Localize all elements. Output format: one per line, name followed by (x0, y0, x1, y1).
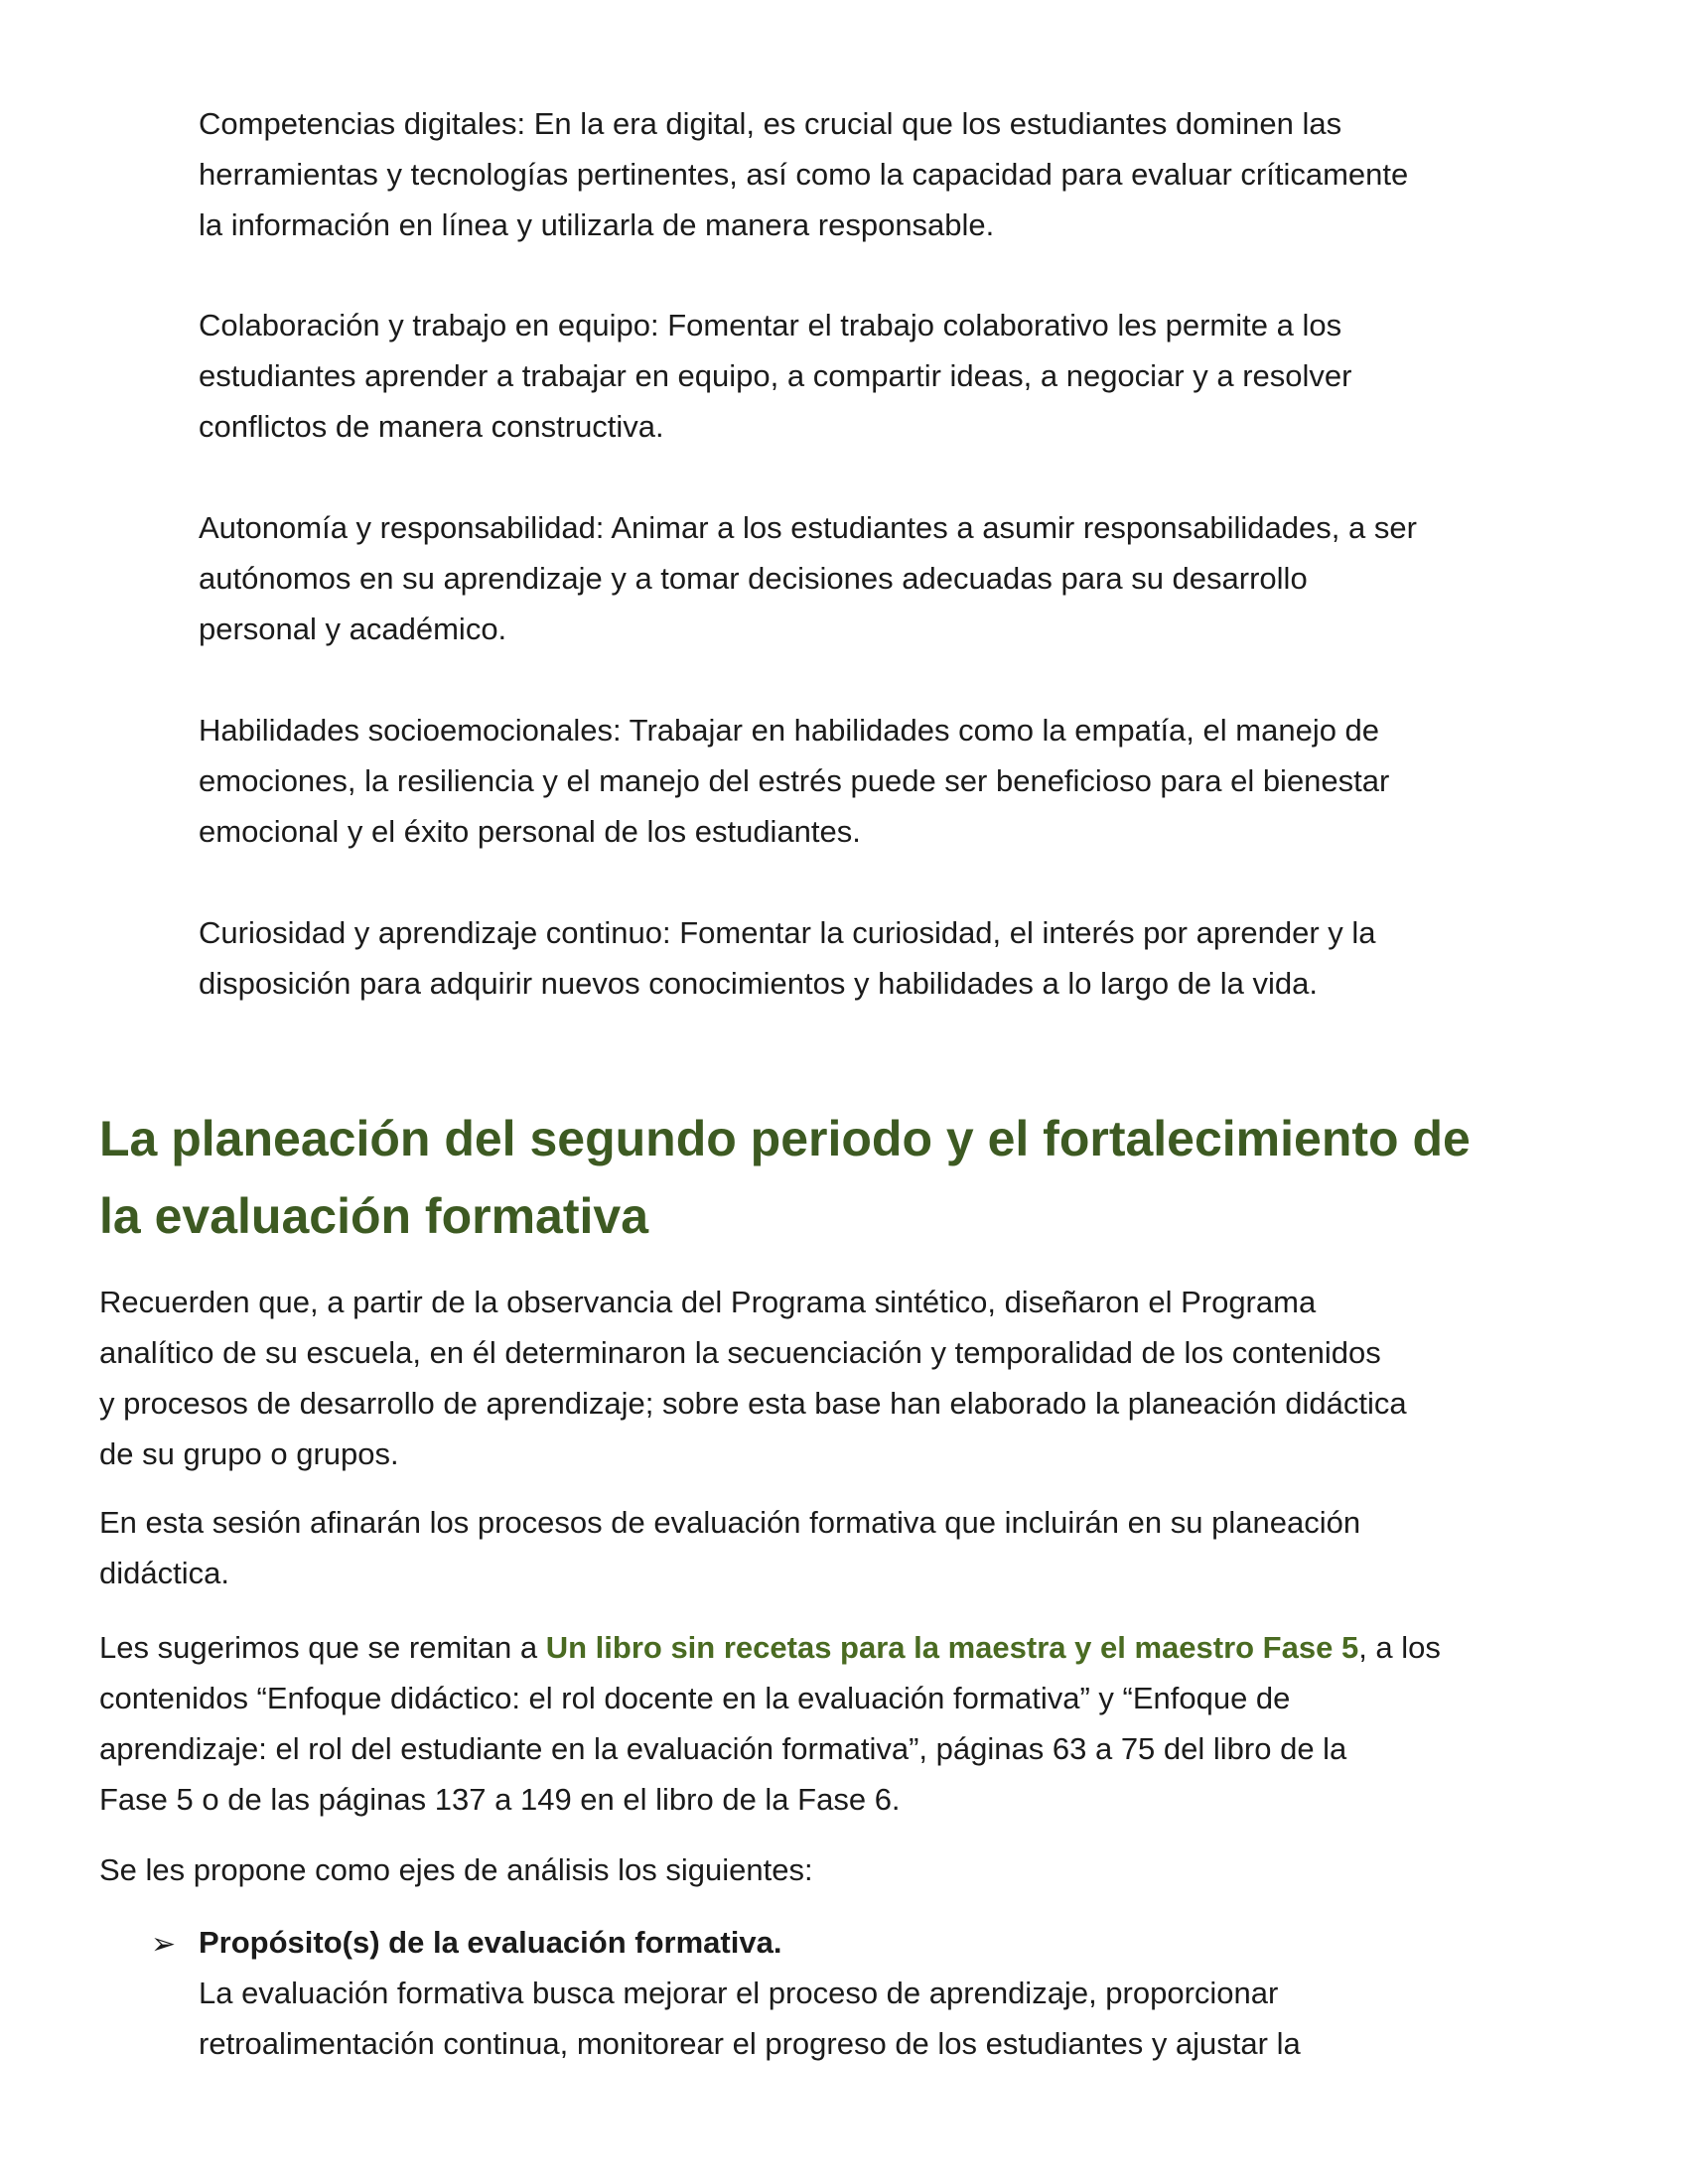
text-line: conflictos de manera constructiva. (199, 409, 664, 444)
text-line: contenidos “Enfoque didáctico: el rol docente en la evaluación formativa” y “Enfoque de (99, 1681, 1291, 1715)
text-line: Fase 5 o de las páginas 137 a 149 en el libro de la Fase 6. (99, 1782, 901, 1817)
text-line: En esta sesión afinarán los procesos de evaluación formativa que incluirán en su planeación (99, 1505, 1361, 1540)
text-line: disposición para adquirir nuevos conocimientos y habilidades a lo largo de la vida. (199, 966, 1319, 1001)
text-line: aprendizaje: el rol del estudiante en la evaluación formativa”, páginas 63 a 75 del libro de la (99, 1731, 1347, 1766)
text-line: Competencias digitales: En la era digital, es crucial que los estudiantes dominen las (199, 106, 1342, 141)
text-line: La evaluación formativa busca mejorar el proceso de aprendizaje, proporcionar (199, 1976, 1279, 2010)
text-line: la información en línea y utilizarla de manera responsable. (199, 207, 995, 242)
text-line: , a los (1358, 1630, 1441, 1665)
text-line: estudiantes aprender a trabajar en equipo, a compartir ideas, a negociar y a resolver (199, 358, 1352, 393)
text-line: autónomos en su aprendizaje y a tomar decisiones adecuadas para su desarrollo (199, 561, 1308, 596)
text-line: Colaboración y trabajo en equipo: Fomentar el trabajo colaborativo les permite a los (199, 308, 1342, 342)
text-line: retroalimentación continua, monitorear el progreso de los estudiantes y ajustar la (199, 2026, 1301, 2061)
bullet-item-proposito (199, 1917, 1599, 2069)
heading-line: La planeación del segundo periodo y el fortalecimiento de (99, 1111, 1471, 1166)
text-line: y procesos de desarrollo de aprendizaje; sobre esta base han elaborado la planeación didáctica (99, 1386, 1407, 1421)
heading-line: la evaluación formativa (99, 1188, 649, 1244)
bullet-title: Propósito(s) de la evaluación formativa. (199, 1925, 782, 1960)
paragraph-programa (99, 1277, 1599, 1479)
bullet-marker-icon: ➢ (151, 1928, 177, 1961)
competency-collaboration (199, 300, 1599, 452)
paragraph-sugerencia (99, 1622, 1599, 1825)
section-heading (99, 1100, 1599, 1255)
text-line: personal y académico. (199, 612, 507, 646)
competency-digital (199, 98, 1599, 250)
paragraph-ejes (99, 1844, 1599, 1895)
text-line: Recuerden que, a partir de la observancia del Programa sintético, diseñaron el Programa (99, 1285, 1317, 1319)
competency-curiosity (199, 907, 1599, 1009)
text-line: Les sugerimos que se remitan a (99, 1630, 546, 1665)
text-line: didáctica. (99, 1556, 229, 1590)
competency-socioemotional (199, 705, 1599, 857)
book-link[interactable]: Un libro sin recetas para la maestra y el maestro Fase 5 (545, 1630, 1359, 1665)
text-line: herramientas y tecnologías pertinentes, así como la capacidad para evaluar críticamente (199, 157, 1409, 192)
text-line: analítico de su escuela, en él determinaron la secuenciación y temporalidad de los contenidos (99, 1335, 1381, 1370)
text-line: emociones, la resiliencia y el manejo del estrés puede ser beneficioso para el bienestar (199, 763, 1390, 798)
paragraph-sesion (99, 1497, 1599, 1598)
competency-autonomy (199, 502, 1599, 654)
text-line: Curiosidad y aprendizaje continuo: Fomentar la curiosidad, el interés por aprender y la (199, 915, 1376, 950)
text-line: Autonomía y responsabilidad: Animar a los estudiantes a asumir responsabilidades, a ser (199, 510, 1417, 545)
text-line: emocional y el éxito personal de los estudiantes. (199, 814, 861, 849)
text-line: de su grupo o grupos. (99, 1436, 399, 1471)
text-line: Se les propone como ejes de análisis los siguientes: (99, 1852, 813, 1887)
text-line: Habilidades socioemocionales: Trabajar en habilidades como la empatía, el manejo de (199, 713, 1380, 748)
